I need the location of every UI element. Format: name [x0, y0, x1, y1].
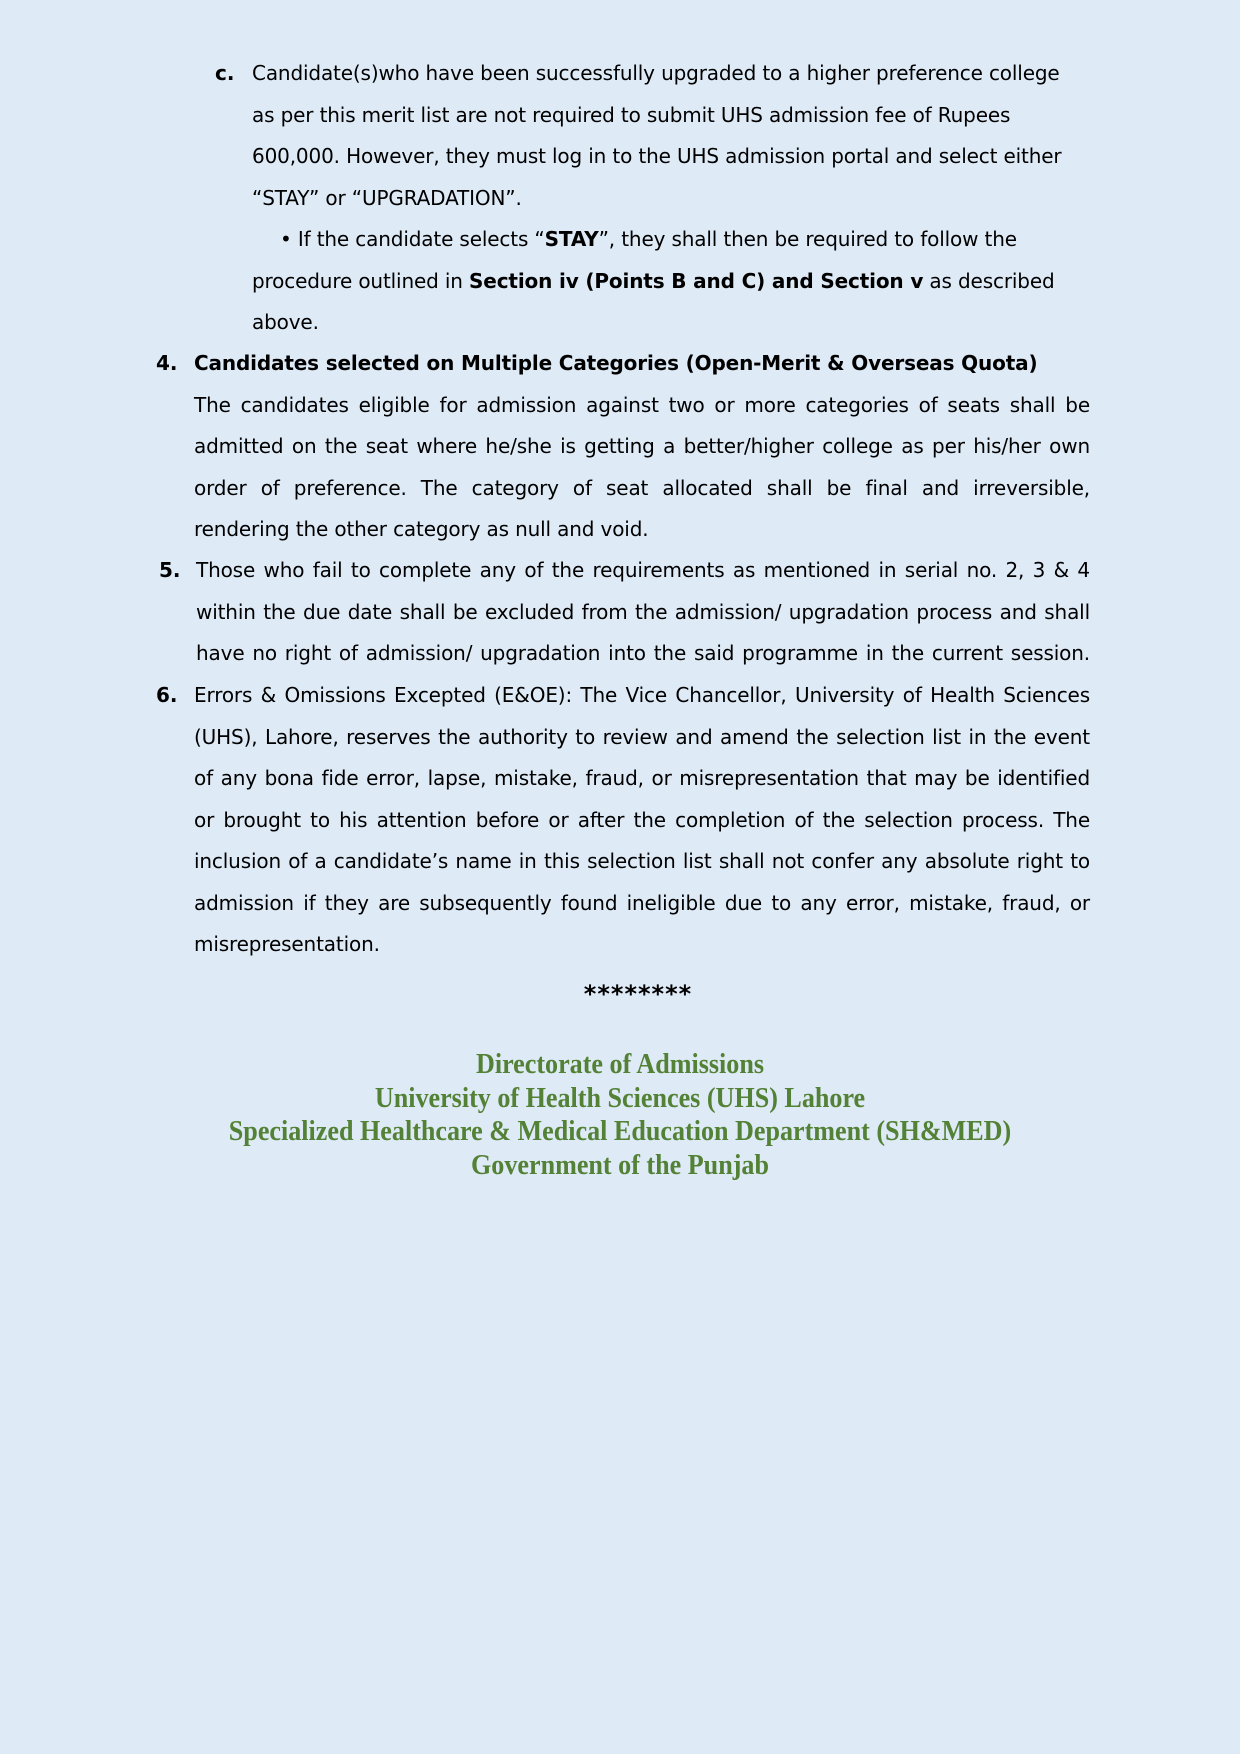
bullet-icon: •	[280, 227, 292, 251]
item-c-line-3: 600,000. However, they must log in to the UHS admission portal and select either	[252, 144, 1062, 168]
item-6-line-6: admission if they are subsequently found ineligible due to any error, mistake, fraud, or	[194, 890, 1090, 915]
item-6-line-7: misrepresentation.	[194, 932, 380, 956]
footer-directorate: Directorate of Admissions	[475, 1048, 765, 1080]
item-6-line-5: inclusion of a candidate’s name in this selection list shall not confer any absolute right to	[194, 849, 1090, 873]
item-5-marker: 5.	[159, 558, 181, 582]
footer-signature	[62, 1048, 1178, 1182]
item-4-marker: 4.	[156, 351, 178, 375]
item-c-bullet-line-2: procedure outlined in Section iv (Points B and C) and Section v as described	[252, 268, 1055, 293]
item-6-line-4: or brought to his attention before or after the completion of the selection process. The	[194, 807, 1090, 832]
item-c-marker: c.	[215, 61, 235, 85]
item-c-bullet-line-3: above.	[252, 310, 319, 334]
item-4-line-4: rendering the other category as null and void.	[194, 517, 649, 541]
footer-department: Specialized Healthcare & Medical Education Department (SH&MED)	[228, 1115, 1012, 1147]
footer-government: Government of the Punjab	[471, 1148, 769, 1181]
item-6-marker: 6.	[156, 683, 178, 707]
separator-stars: ********	[583, 980, 693, 1008]
item-5-line-3: have no right of admission/ upgradation into the said programme in the current session.	[196, 641, 1090, 665]
item-6-line-3: of any bona fide error, lapse, mistake, fraud, or misrepresentation that may be identified	[194, 766, 1090, 790]
item-4-heading: Candidates selected on Multiple Categories (Open-Merit & Overseas Quota)	[194, 351, 1038, 375]
item-6-line-2: (UHS), Lahore, reserves the authority to review and amend the selection list in the event	[194, 724, 1090, 749]
item-c-bullet-line-1: • If the candidate selects “STAY”, they shall then be required to follow the	[280, 227, 1017, 251]
item-5-line-1: Those who fail to complete any of the requirements as mentioned in serial no. 2, 3 & 4	[196, 558, 1090, 582]
item-c-line-4: “STAY” or “UPGRADATION”.	[252, 185, 522, 210]
item-4-line-1: The candidates eligible for admission against two or more categories of seats shall be	[194, 392, 1090, 417]
footer-university: University of Health Sciences (UHS) Lahore	[374, 1081, 866, 1114]
item-6-line-1: Errors & Omissions Excepted (E&OE): The Vice Chancellor, University of Health Sciences	[194, 683, 1090, 707]
item-4-line-2: admitted on the seat where he/she is getting a better/higher college as per his/her own	[194, 434, 1090, 458]
item-c-line-2: as per this merit list are not required to submit UHS admission fee of Rupees	[252, 102, 1011, 127]
item-c-line-1: Candidate(s)who have been successfully upgraded to a higher preference college	[252, 61, 1060, 85]
item-4-line-3: order of preference. The category of seat allocated shall be final and irreversible,	[194, 475, 1090, 500]
item-5-line-2: within the due date shall be excluded from the admission/ upgradation process and shall	[196, 599, 1090, 624]
